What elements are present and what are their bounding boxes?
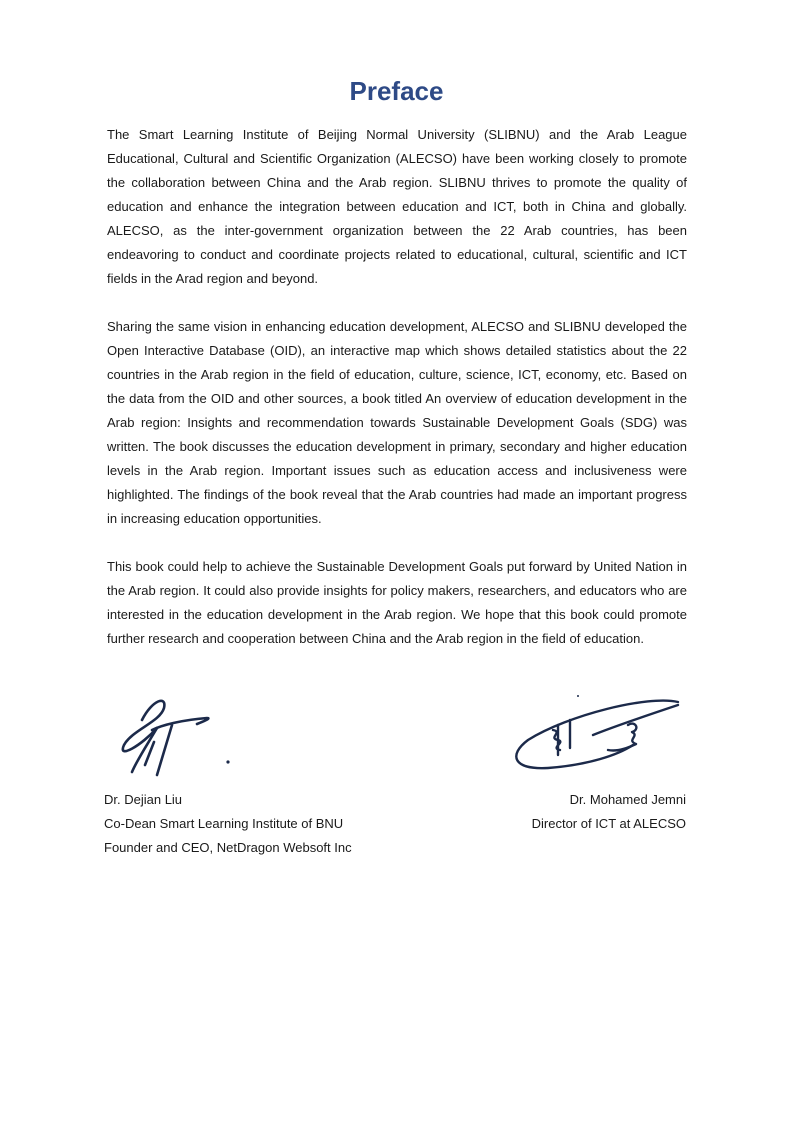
signatory-left — [104, 788, 352, 860]
page-title: Preface — [349, 76, 444, 106]
paragraph: Sharing the same vision in enhancing education development, ALECSO and SLIBNU developed the Open Interactive Database (OID), an interactive map which shows detailed statistics about the 22 countries in the Arab region in the field of education, culture, science, ICT, economy, etc. Based on the data from the OID and other sources, a book titled An overview of education development in the Arab region: Insights and recommendation towards Sustainable Development Goals (SDG) was written. The book discusses the education development in primary, secondary and higher education levels in the Arab region. Important issues such as education access and inclusiveness were highlighted. The findings of the book reveal that the Arab countries had made an important progress in increasing education opportunities. — [107, 319, 687, 526]
signatory-right — [532, 788, 686, 836]
signature-liu — [112, 690, 242, 785]
signatory-name: Dr. Dejian Liu — [104, 792, 183, 807]
signatory-title: Co-Dean Smart Learning Institute of BNU — [104, 816, 344, 831]
signatory-title: Founder and CEO, NetDragon Websoft Inc — [104, 840, 352, 855]
preface-body — [107, 123, 687, 675]
signatory-title: Director of ICT at ALECSO — [531, 816, 686, 831]
signature-jemni — [508, 690, 688, 785]
paragraph: The Smart Learning Institute of Beijing Normal University (SLIBNU) and the Arab League Educational, Cultural and Scientific Organization (ALECSO) have been working closely to promote the collaboration between China and the Arab region. SLIBNU thrives to promote the quality of education and enhance the integration between education and ICT, both in China and globally. ALECSO, as the inter-government organization between the 22 Arab countries, has been endeavoring to conduct and coordinate projects related to educational, cultural, scientific and ICT fields in the Arad region and beyond. — [107, 127, 687, 286]
signatory-name: Dr. Mohamed Jemni — [569, 792, 686, 807]
paragraph: This book could help to achieve the Sustainable Development Goals put forward by United Nation in the Arab region. It could also provide insights for policy makers, researchers, and educators who are interested in the education development in the Arab region. We hope that this book could promote further research and cooperation between China and the Arab region in the field of education. — [107, 559, 687, 646]
